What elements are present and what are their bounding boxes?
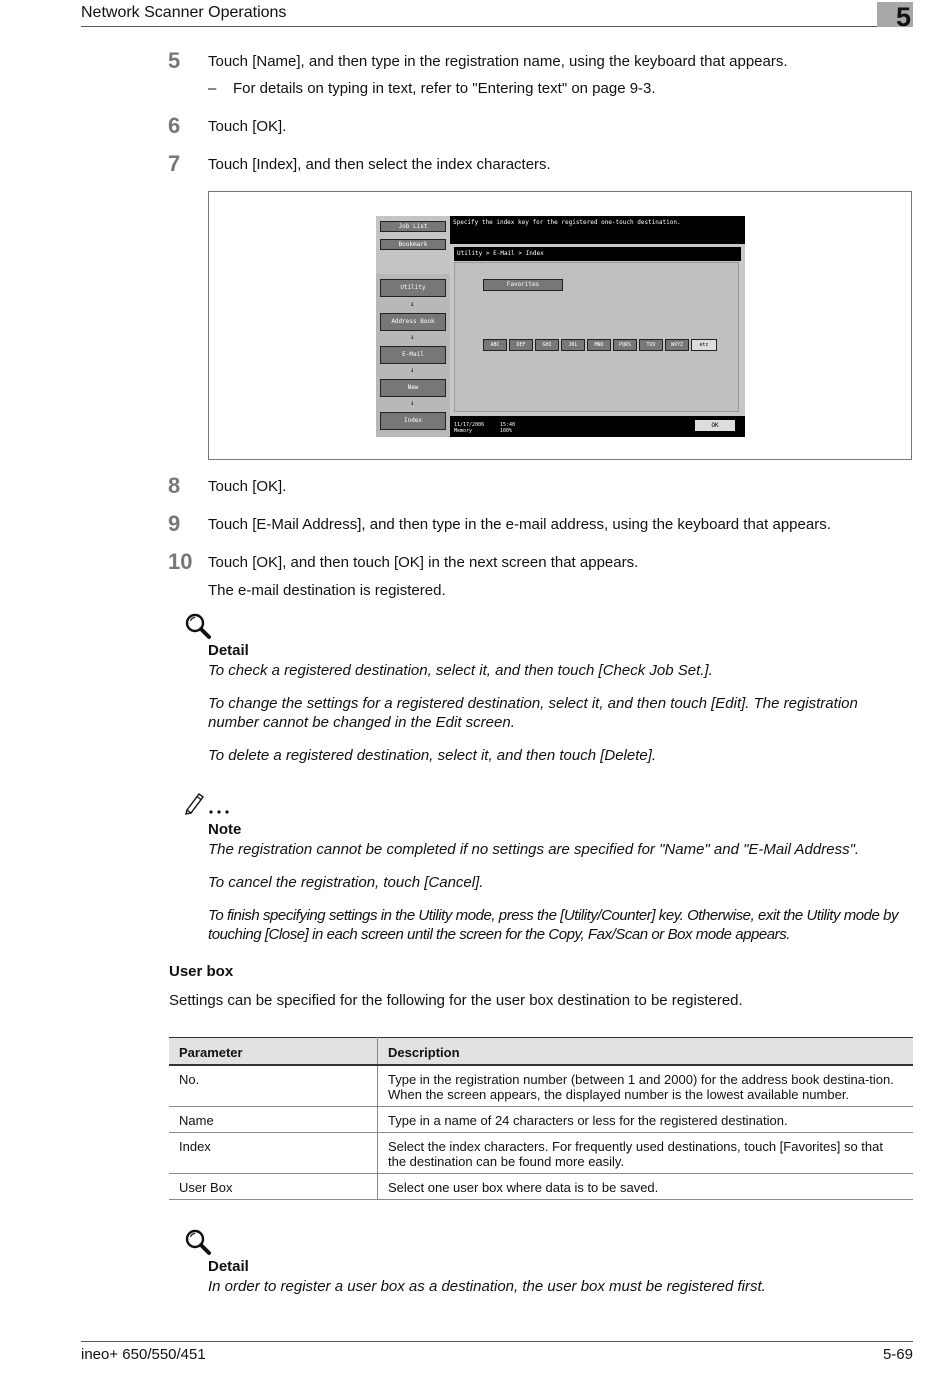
footer-model: ineo+ 650/550/451: [81, 1346, 206, 1363]
down-arrow-icon: ↓: [410, 333, 415, 341]
new-button[interactable]: New: [380, 379, 446, 397]
description-cell: Select one user box where data is to be saved.: [378, 1174, 914, 1200]
status-memory-label: Memory: [454, 428, 473, 434]
index-key-jkl[interactable]: JKL: [561, 339, 585, 351]
parameter-cell: Name: [169, 1107, 378, 1133]
index-key-def[interactable]: DEF: [509, 339, 533, 351]
parameter-cell: Index: [169, 1133, 378, 1174]
status-time: 15:40: [500, 422, 516, 428]
table-header-row: [169, 1038, 913, 1066]
step-number: 9: [168, 511, 181, 536]
parameter-cell: User Box: [169, 1174, 378, 1200]
step-text: Touch [OK].: [208, 478, 287, 495]
running-header-title: Network Scanner Operations: [81, 4, 287, 21]
breadcrumb-text: Utility > E-Mail > Index: [457, 250, 544, 257]
index-key-etc[interactable]: etc: [691, 339, 717, 351]
step-number: 5: [168, 48, 181, 73]
step-text: Touch [Name], and then type in the registration name, using the keyboard that appears.: [208, 53, 788, 70]
detail-line: In order to register a user box as a destination, the user box must be registered first.: [208, 1278, 766, 1295]
table-row: [169, 1133, 913, 1174]
footer-rule: [81, 1341, 913, 1342]
status-date: 11/17/2006: [454, 422, 485, 428]
step-number: 10: [168, 549, 193, 574]
detail-label: Detail: [208, 1258, 249, 1275]
status-memory-value: 100%: [500, 428, 513, 434]
breadcrumb: [454, 247, 741, 261]
table-row: [169, 1174, 913, 1200]
job-list-button[interactable]: Job List: [380, 221, 446, 232]
index-key-tuv[interactable]: TUV: [639, 339, 663, 351]
detail-line: To delete a registered destination, select it, and then touch [Delete].: [208, 747, 657, 764]
description-cell: Type in a name of 24 characters or less for the registered destination.: [378, 1107, 914, 1133]
bookmark-button[interactable]: Bookmark: [380, 239, 446, 250]
footer-page-number: 5-69: [882, 1346, 913, 1363]
message-bar: [450, 216, 745, 244]
chapter-number: 5: [895, 2, 911, 32]
step-number: 7: [168, 151, 181, 176]
index-button[interactable]: Index: [380, 412, 446, 430]
description-cell: Type in the registration number (between 1 and 2000) for the address book destina-tion. When the screen appears, the displayed number is the lowest available number.: [378, 1065, 914, 1107]
message-text: Specify the index key for the registered one-touch destination.: [453, 219, 681, 226]
pencil-icon: [184, 790, 234, 816]
note-line: The registration cannot be completed if no settings are specified for "Name" and "E-Mail Address".: [208, 841, 860, 858]
description-cell: Select the index characters. For frequently used destinations, touch [Favorites] so that the destination can be found more easily.: [378, 1133, 914, 1174]
email-button[interactable]: E-Mail: [380, 346, 446, 364]
control-panel-screen: [376, 216, 745, 437]
ok-button[interactable]: OK: [694, 419, 736, 432]
note-line: To cancel the registration, touch [Cancel].: [208, 874, 484, 891]
step-number: 8: [168, 473, 181, 498]
table-row: [169, 1065, 913, 1107]
index-key-abc[interactable]: ABC: [483, 339, 507, 351]
header-rule: [81, 26, 913, 27]
note-line: To finish specifying settings in the Utility mode, press the [Utility/Counter] key. Otherwise, exit the Utility mode by touching [Close] in each screen until the screen for the Copy, Fax/Scan or Box mode appears.: [208, 907, 899, 943]
detail-line: To check a registered destination, select it, and then touch [Check Job Set.].: [208, 662, 713, 679]
down-arrow-icon: ↓: [410, 399, 415, 407]
sub-bullet-dash: –: [208, 80, 217, 97]
detail-line: To change the settings for a registered destination, select it, and then touch [Edit]. The registration number cannot be changed in the Edit screen.: [208, 695, 858, 731]
index-key-ghi[interactable]: GHI: [535, 339, 559, 351]
step-text: Touch [Index], and then select the index characters.: [208, 156, 551, 173]
favorites-button[interactable]: Favorites: [483, 279, 563, 291]
table-row: [169, 1107, 913, 1133]
column-header-parameter: Parameter: [169, 1038, 378, 1066]
section-heading: User box: [169, 963, 234, 980]
down-arrow-icon: ↓: [410, 366, 415, 374]
step-result-text: The e-mail destination is registered.: [208, 582, 446, 599]
status-date-memory: [454, 422, 484, 434]
parameter-table: [169, 1037, 913, 1200]
step-text: Touch [OK], and then touch [OK] in the next screen that appears.: [208, 554, 639, 571]
magnifier-icon: [184, 1228, 212, 1256]
section-intro: Settings can be specified for the following for the user box destination to be registered.: [169, 992, 743, 1009]
note-label: Note: [208, 821, 242, 838]
status-time-value: [500, 422, 515, 434]
magnifier-icon: [184, 612, 212, 640]
step-number: 6: [168, 113, 181, 138]
utility-button[interactable]: Utility: [380, 279, 446, 297]
index-key-mno[interactable]: MNO: [587, 339, 611, 351]
address-book-button[interactable]: Address Book: [380, 313, 446, 331]
down-arrow-icon: ↓: [410, 300, 415, 308]
parameter-cell: No.: [169, 1065, 378, 1107]
detail-label: Detail: [208, 642, 249, 659]
step-text: Touch [E-Mail Address], and then type in the e-mail address, using the keyboard that appears.: [208, 516, 831, 533]
index-key-pqrs[interactable]: PQRS: [613, 339, 637, 351]
sub-bullet-text: For details on typing in text, refer to "Entering text" on page 9-3.: [233, 80, 656, 97]
index-key-wxyz[interactable]: WXYZ: [665, 339, 689, 351]
step-text: Touch [OK].: [208, 118, 287, 135]
column-header-description: Description: [378, 1038, 914, 1066]
